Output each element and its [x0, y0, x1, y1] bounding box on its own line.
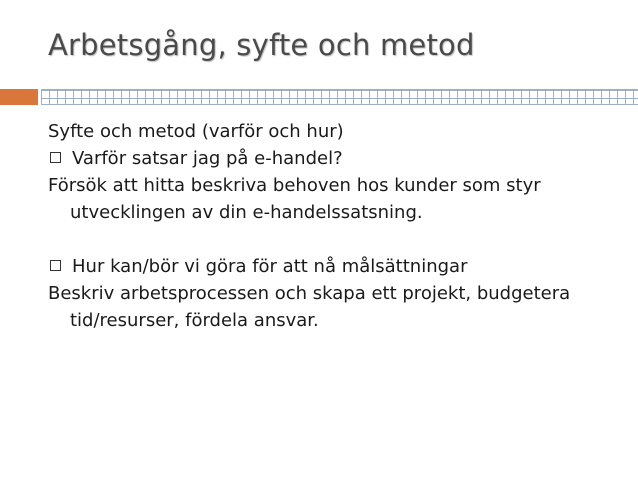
- checkbox-icon: [50, 152, 61, 163]
- spacer: [48, 226, 628, 253]
- title-grid-rule: [41, 89, 638, 105]
- title-accent-bar: [0, 89, 38, 105]
- slide-body: [48, 118, 628, 334]
- body-line-customer-needs: Försök att hitta beskriva behoven hos kunder som styr utvecklingen av din e-handelssatsning.: [48, 175, 541, 223]
- body-line-purpose: Syfte och metod (varför och hur): [48, 121, 344, 142]
- bullet-text: Hur kan/bör vi göra för att nå målsättningar: [72, 256, 468, 277]
- checkbox-icon: [50, 260, 61, 271]
- bullet-why-ecommerce: [48, 145, 628, 172]
- bullet-text: Varför satsar jag på e-handel?: [72, 148, 343, 169]
- slide-title: Arbetsgång, syfte och metod: [48, 28, 475, 62]
- body-line-work-process: Beskriv arbetsprocessen och skapa ett projekt, budgetera tid/resurser, fördela ansvar.: [48, 283, 571, 331]
- bullet-how-goals: [48, 253, 628, 280]
